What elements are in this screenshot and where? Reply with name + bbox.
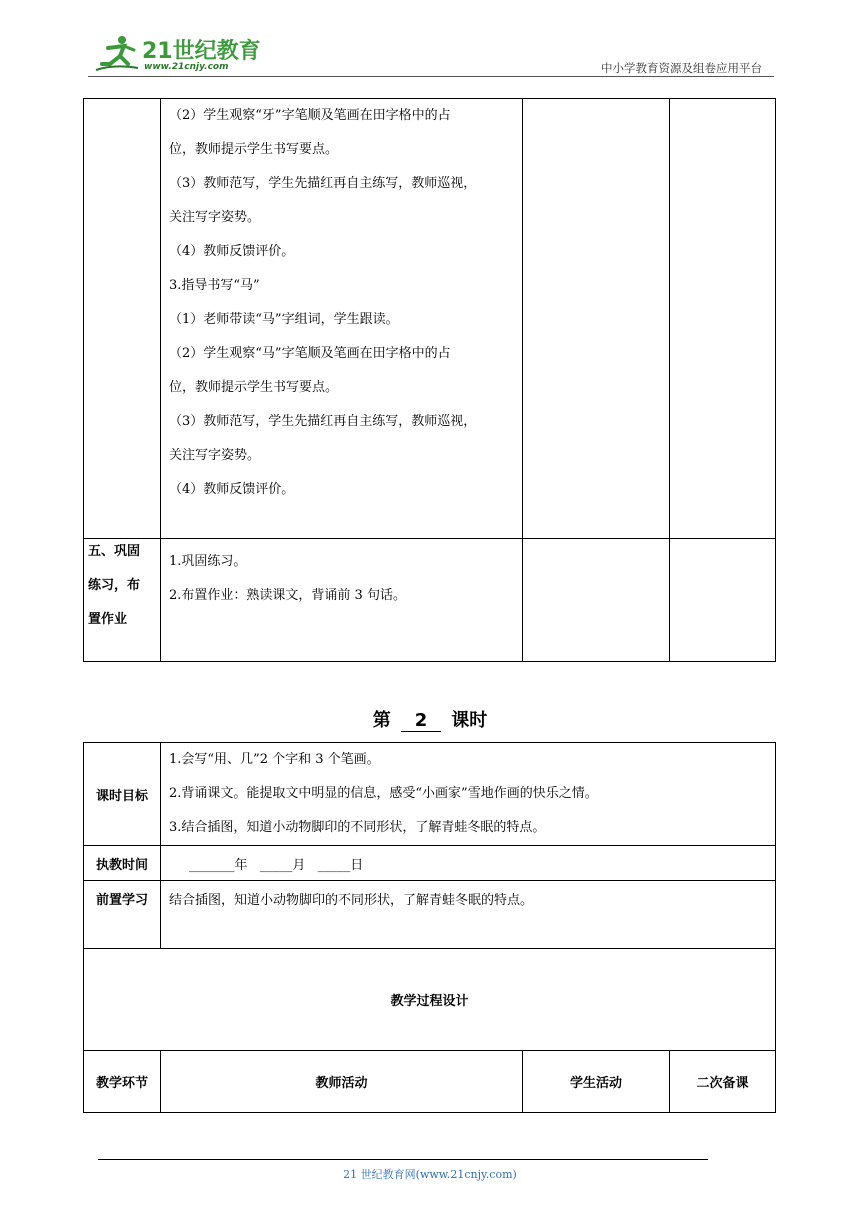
activity-line: 位，教师提示学生书写要点。 — [169, 142, 339, 157]
page-header — [88, 32, 774, 78]
section-label-line: 五、巩固 — [88, 544, 141, 559]
goal-line: 2.背诵课文。能提取文中明显的信息，感受“小画家”雪地作画的快乐之情。 — [169, 786, 598, 801]
activity-line: 位，教师提示学生书写要点。 — [169, 380, 339, 395]
design-title-cell — [84, 949, 776, 1051]
lesson-suffix: 课时 — [451, 710, 488, 731]
column-header — [670, 1051, 776, 1113]
activity-line: 3.指导书写“马” — [169, 278, 260, 293]
lesson-title — [0, 706, 860, 732]
column-header-label: 教学环节 — [95, 1076, 148, 1091]
activity-line: （3）教师范写，学生先描红再自主练写，教师巡视， — [169, 414, 477, 429]
column-header — [84, 1051, 161, 1113]
section-label-consolidate — [84, 539, 161, 662]
goal-line: 1.会写“用、几”2 个字和 3 个笔画。 — [169, 752, 380, 767]
column-header-label: 学生活动 — [569, 1076, 622, 1091]
activity-line: 1.巩固练习。 — [169, 554, 247, 569]
pre-label-cell — [84, 881, 161, 949]
activity-line: （3）教师范写，学生先描红再自主练写，教师巡视， — [169, 176, 477, 191]
activity-line: 关注写字姿势。 — [169, 448, 261, 463]
logo — [94, 32, 264, 76]
lesson-number: 2 — [401, 711, 441, 732]
activity-line: （2）学生观察“马”字笔顺及笔画在田字格中的占 — [169, 346, 451, 361]
section-label-line: 练习，布 — [88, 578, 141, 593]
header-divider — [88, 76, 774, 77]
design-title: 教学过程设计 — [390, 994, 469, 1009]
time-label-cell — [84, 846, 161, 881]
activity-line: （4）教师反馈评价。 — [169, 482, 295, 497]
student-activity-cell — [523, 539, 670, 662]
goal-label: 课时目标 — [95, 788, 148, 804]
teacher-activity-cell — [161, 99, 523, 539]
activity-line: 2.布置作业：熟读课文，背诵前 3 句话。 — [169, 588, 406, 603]
second-prep-cell — [670, 539, 776, 662]
lesson-2-table — [83, 742, 776, 1113]
runner-logo-icon — [94, 34, 140, 74]
activity-line: （2）学生观察“牙”字笔顺及笔画在田字格中的占 — [169, 108, 451, 123]
pre-label: 前置学习 — [95, 893, 148, 908]
column-header — [523, 1051, 670, 1113]
activity-line: （1）老师带读“马”字组词，学生跟读。 — [169, 312, 399, 327]
footer-divider — [98, 1159, 708, 1160]
column-header-label: 二次备课 — [696, 1076, 749, 1091]
lesson-table-continued — [83, 98, 776, 662]
footer-link[interactable]: 21 世纪教育网(www.21cnjy.com) — [343, 1168, 517, 1181]
time-label: 执教时间 — [95, 857, 148, 873]
logo-url: www.21cnjy.com — [144, 62, 229, 72]
column-header — [161, 1051, 523, 1113]
activity-line: （4）教师反馈评价。 — [169, 244, 295, 259]
second-prep-cell — [670, 99, 776, 539]
activity-line: 关注写字姿势。 — [169, 210, 261, 225]
goal-label-cell — [84, 743, 161, 846]
logo-text: 21世纪教育 — [142, 39, 261, 64]
column-header-label: 教师活动 — [315, 1076, 368, 1091]
section-label-empty — [84, 99, 161, 539]
goal-cell — [161, 743, 776, 846]
pre-value: 结合插图，知道小动物脚印的不同形状，了解青蛙冬眠的特点。 — [161, 881, 776, 949]
goal-line: 3.结合插图，知道小动物脚印的不同形状，了解青蛙冬眠的特点。 — [169, 820, 546, 835]
student-activity-cell — [523, 99, 670, 539]
time-value: _______年 _____月 _____日 — [161, 846, 776, 881]
lesson-prefix: 第 — [372, 710, 391, 731]
section-label-line: 置作业 — [88, 612, 128, 627]
platform-name: 中小学教育资源及组卷应用平台 — [601, 61, 762, 75]
consolidate-activity-cell — [161, 539, 523, 662]
